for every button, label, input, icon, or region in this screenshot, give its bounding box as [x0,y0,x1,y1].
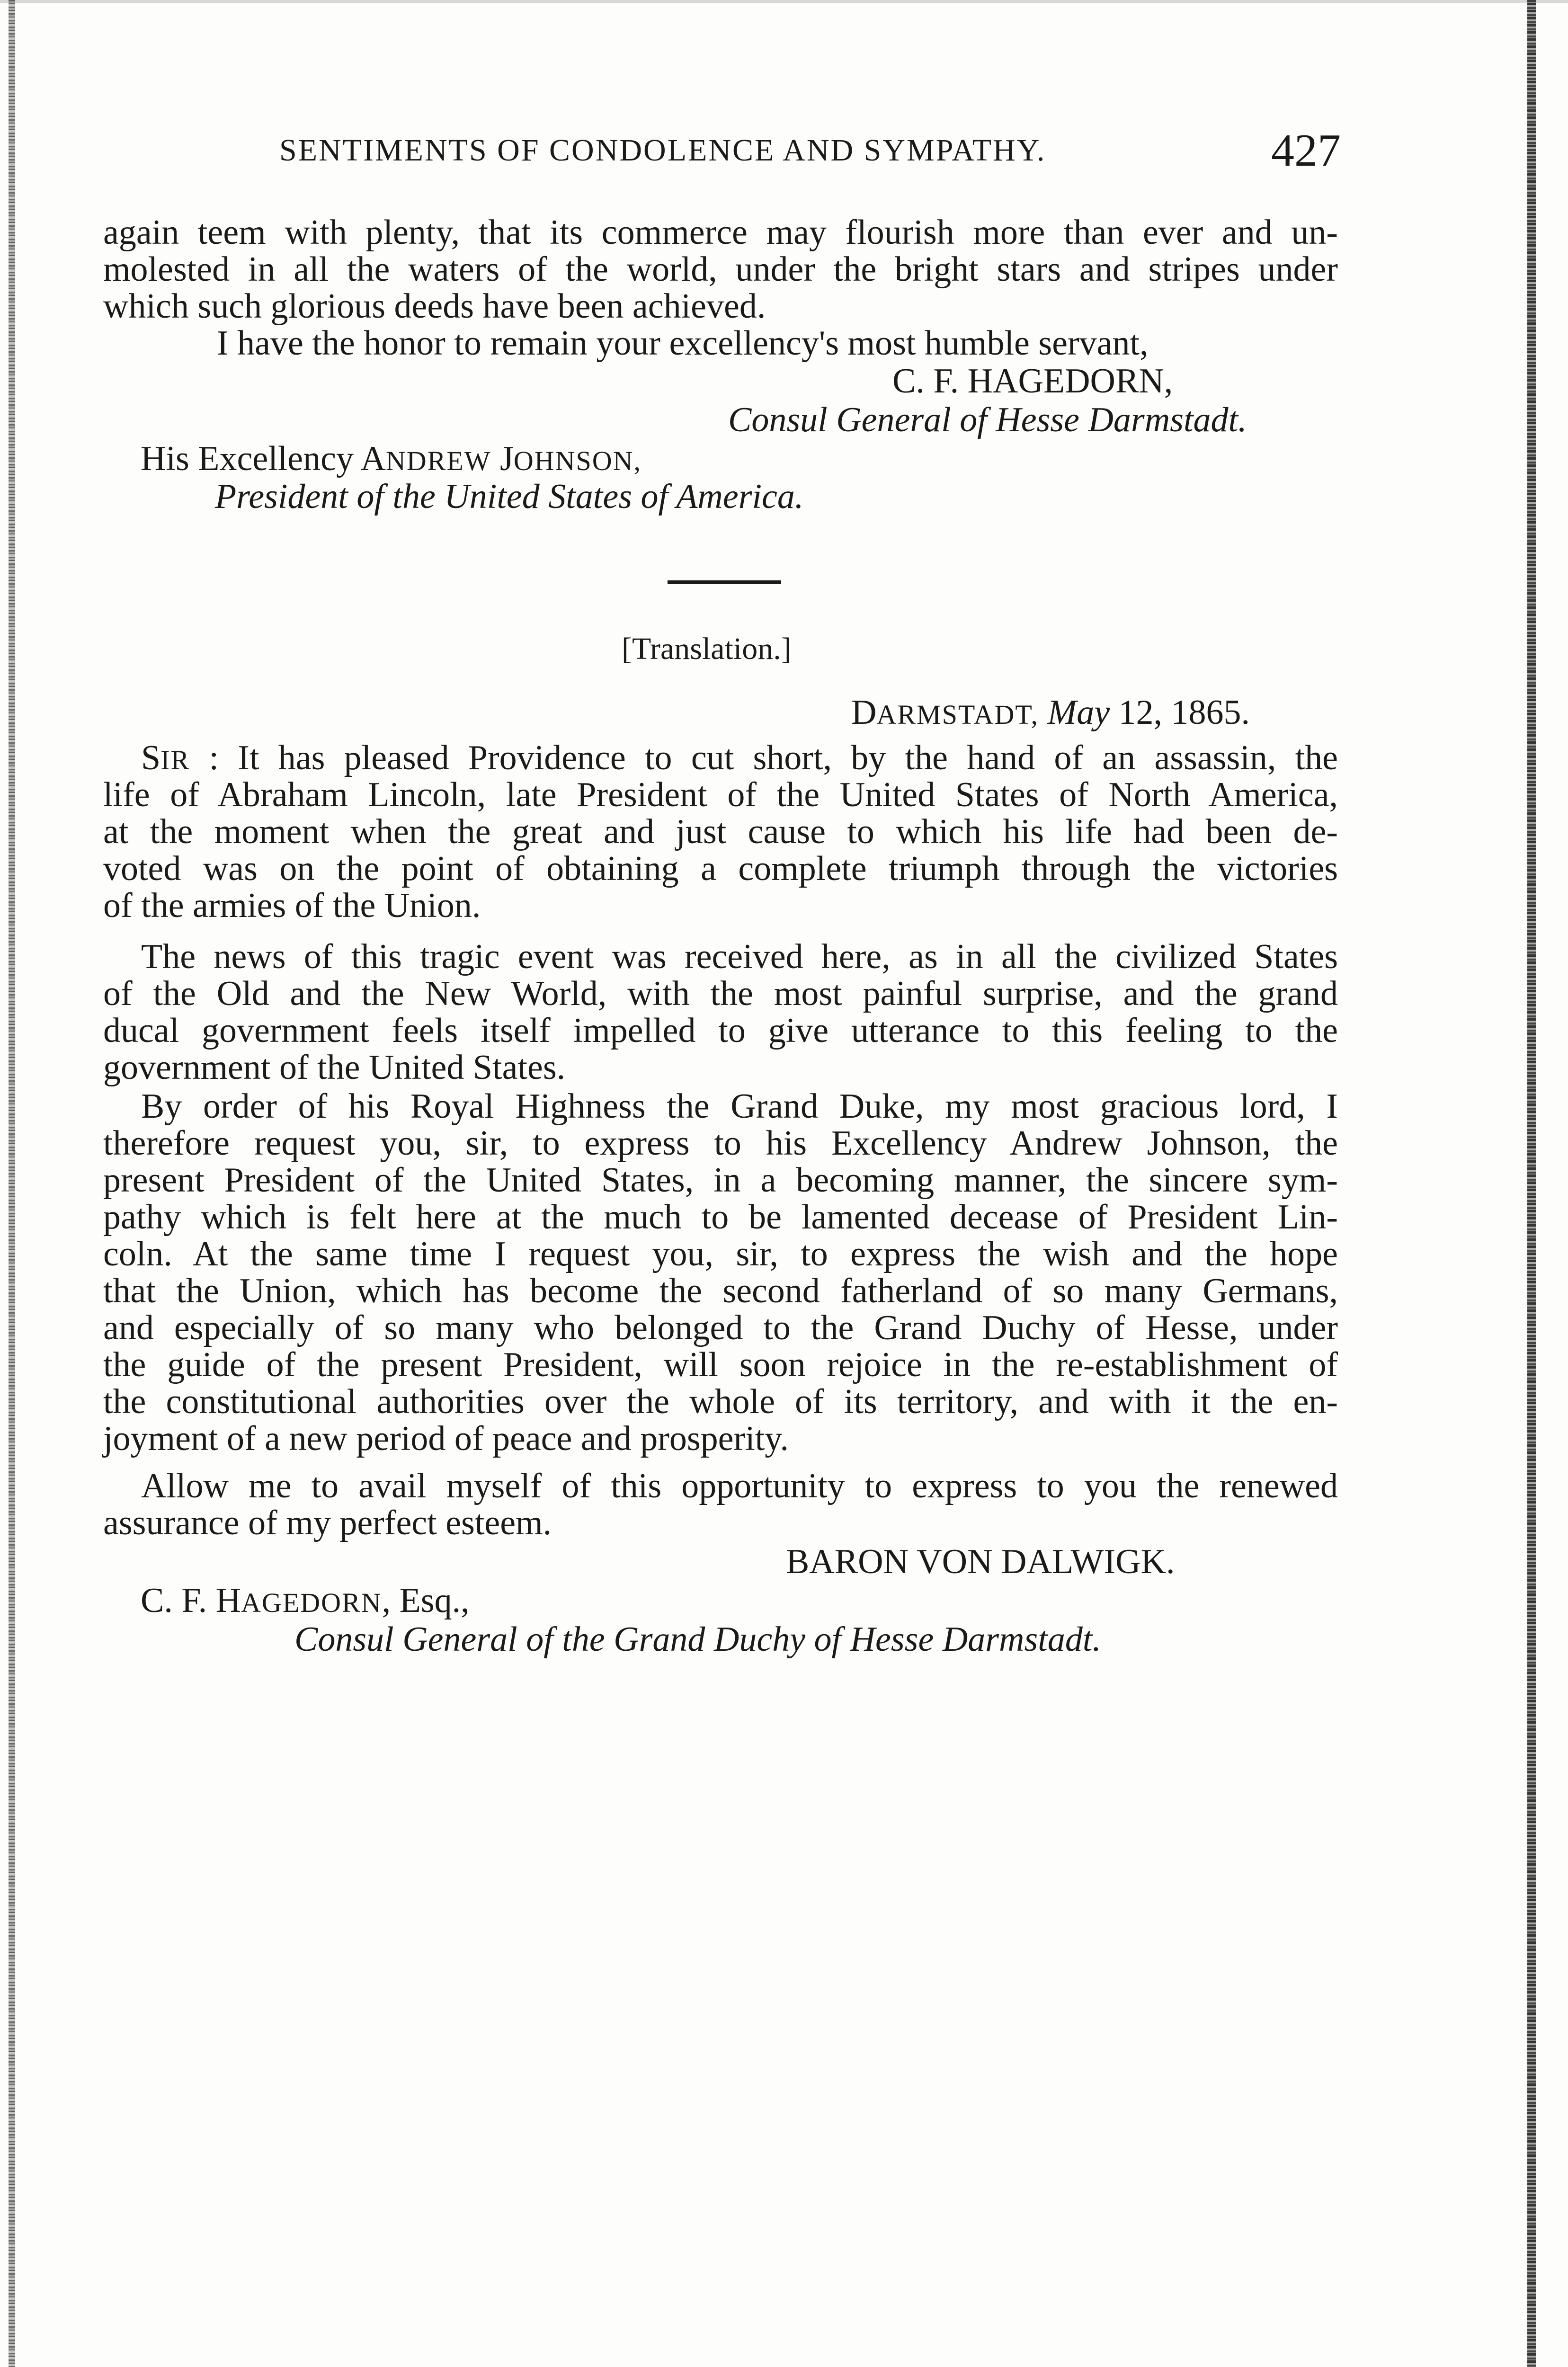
date-rest: 12, 1865. [1118,693,1250,732]
text-line: that the Union, which has become the second fatherland of so many Germans, [103,1272,1338,1310]
letter2-paragraph-4 [103,1468,1338,1541]
letter1-continuation [103,214,1338,325]
letter2-addressee-title: Consul General of the Grand Duchy of Hesse Darmstadt. [294,1620,1101,1659]
addressee-initial: H [215,1581,241,1620]
date-month: May [1047,693,1110,732]
letter2-paragraph-3 [103,1088,1338,1457]
text-line: present President of the United States, in a becoming manner, the sincere sym- [103,1161,1338,1200]
letter1-signature-title: Consul General of Hesse Darmstadt. [728,400,1247,439]
section-divider [668,580,781,584]
text-line: The news of this tragic event was received here, as in all the civilized States [141,937,1338,976]
running-header: SENTIMENTS OF CONDOLENCE AND SYMPATHY. [279,133,1046,168]
letter2-signature: BARON VON DALWIGK. [786,1542,1175,1581]
salutation-colon: : [209,739,238,777]
addressee-last-initial: J [500,439,514,478]
addressee-prefix: His Excellency [141,439,361,478]
text-line: assurance of my perfect esteem. [103,1504,552,1542]
text-line: at the moment when the great and just cause to which his life had been de- [103,812,1338,851]
translation-note: [Translation.] [622,632,792,666]
salutation-initial: S [141,739,161,777]
paragraph-1-line-1: It has pleased Providence to cut short, by the hand of an assassin, the [238,739,1338,777]
letter2-addressee [141,1582,470,1621]
addressee-rest: AGEDORN [241,1587,382,1618]
addressee-prefix: C. F. [141,1581,216,1620]
text-line: By order of his Royal Highness the Grand Duke, my most gracious lord, I [141,1087,1338,1126]
text-line: voted was on the point of obtaining a complete triumph through the victories [103,849,1338,888]
addressee-last-rest: OHNSON, [513,445,642,476]
place-rest: ARMSTADT, [876,699,1039,730]
text-line: the guide of the present President, will soon rejoice in the re-establishment of [103,1345,1338,1384]
addressee-suffix: , Esq., [382,1581,470,1620]
letter1-closing: I have the honor to remain your excellency's most humble servant, [217,324,1149,363]
salutation-rest: IR [160,745,190,775]
text-line: which such glorious deeds have been achieved. [103,287,766,326]
page-left-edge [9,0,15,2367]
text-line: pathy which is felt here at the much to be lamented decease of President Lin- [103,1198,1338,1237]
addressee-first-rest: NDREW [385,445,491,476]
letter2-dateline [851,694,1250,733]
addressee-first-initial: A [360,439,386,478]
page-number: 427 [1271,125,1341,176]
text-line: molested in all the waters of the world, under the bright stars and stripes under [103,250,1338,289]
letter2-paragraph-2 [103,938,1338,1086]
text-line: the constitutional authorities over the whole of its territory, and with it the en- [103,1382,1338,1421]
place-initial: D [851,693,877,732]
letter1-addressee [141,440,641,480]
letter1-signature: C. F. HAGEDORN, [892,362,1173,400]
text-line: life of Abraham Lincoln, late President of the United States of North America, [103,775,1338,814]
text-line: Allow me to avail myself of this opportunity to express to you the renewed [141,1467,1338,1505]
text-line: and especially of so many who belonged to the Grand Duchy of Hesse, under [103,1308,1338,1347]
text-line: joyment of a new period of peace and prosperity. [103,1419,789,1458]
text-line: of the Old and the New World, with the most painful surprise, and the grand [103,974,1338,1013]
text-line [103,739,1338,776]
letter1-addressee-title: President of the United States of America. [215,477,804,516]
page-top-edge [0,0,1568,3]
text-line: of the armies of the Union. [103,886,481,925]
text-line: ducal government feels itself impelled to give utterance to this feeling to the [103,1011,1338,1050]
text-line: again teem with plenty, that its commerce may flourish more than ever and un- [103,213,1338,252]
text-line: government of the United States. [103,1048,566,1087]
text-line: therefore request you, sir, to express to his Excellency Andrew Johnson, the [103,1124,1338,1163]
page-right-edge [1527,0,1536,2367]
letter2-paragraph-1 [103,739,1338,924]
text-line: coln. At the same time I request you, sir, to express the wish and the hope [103,1235,1338,1273]
